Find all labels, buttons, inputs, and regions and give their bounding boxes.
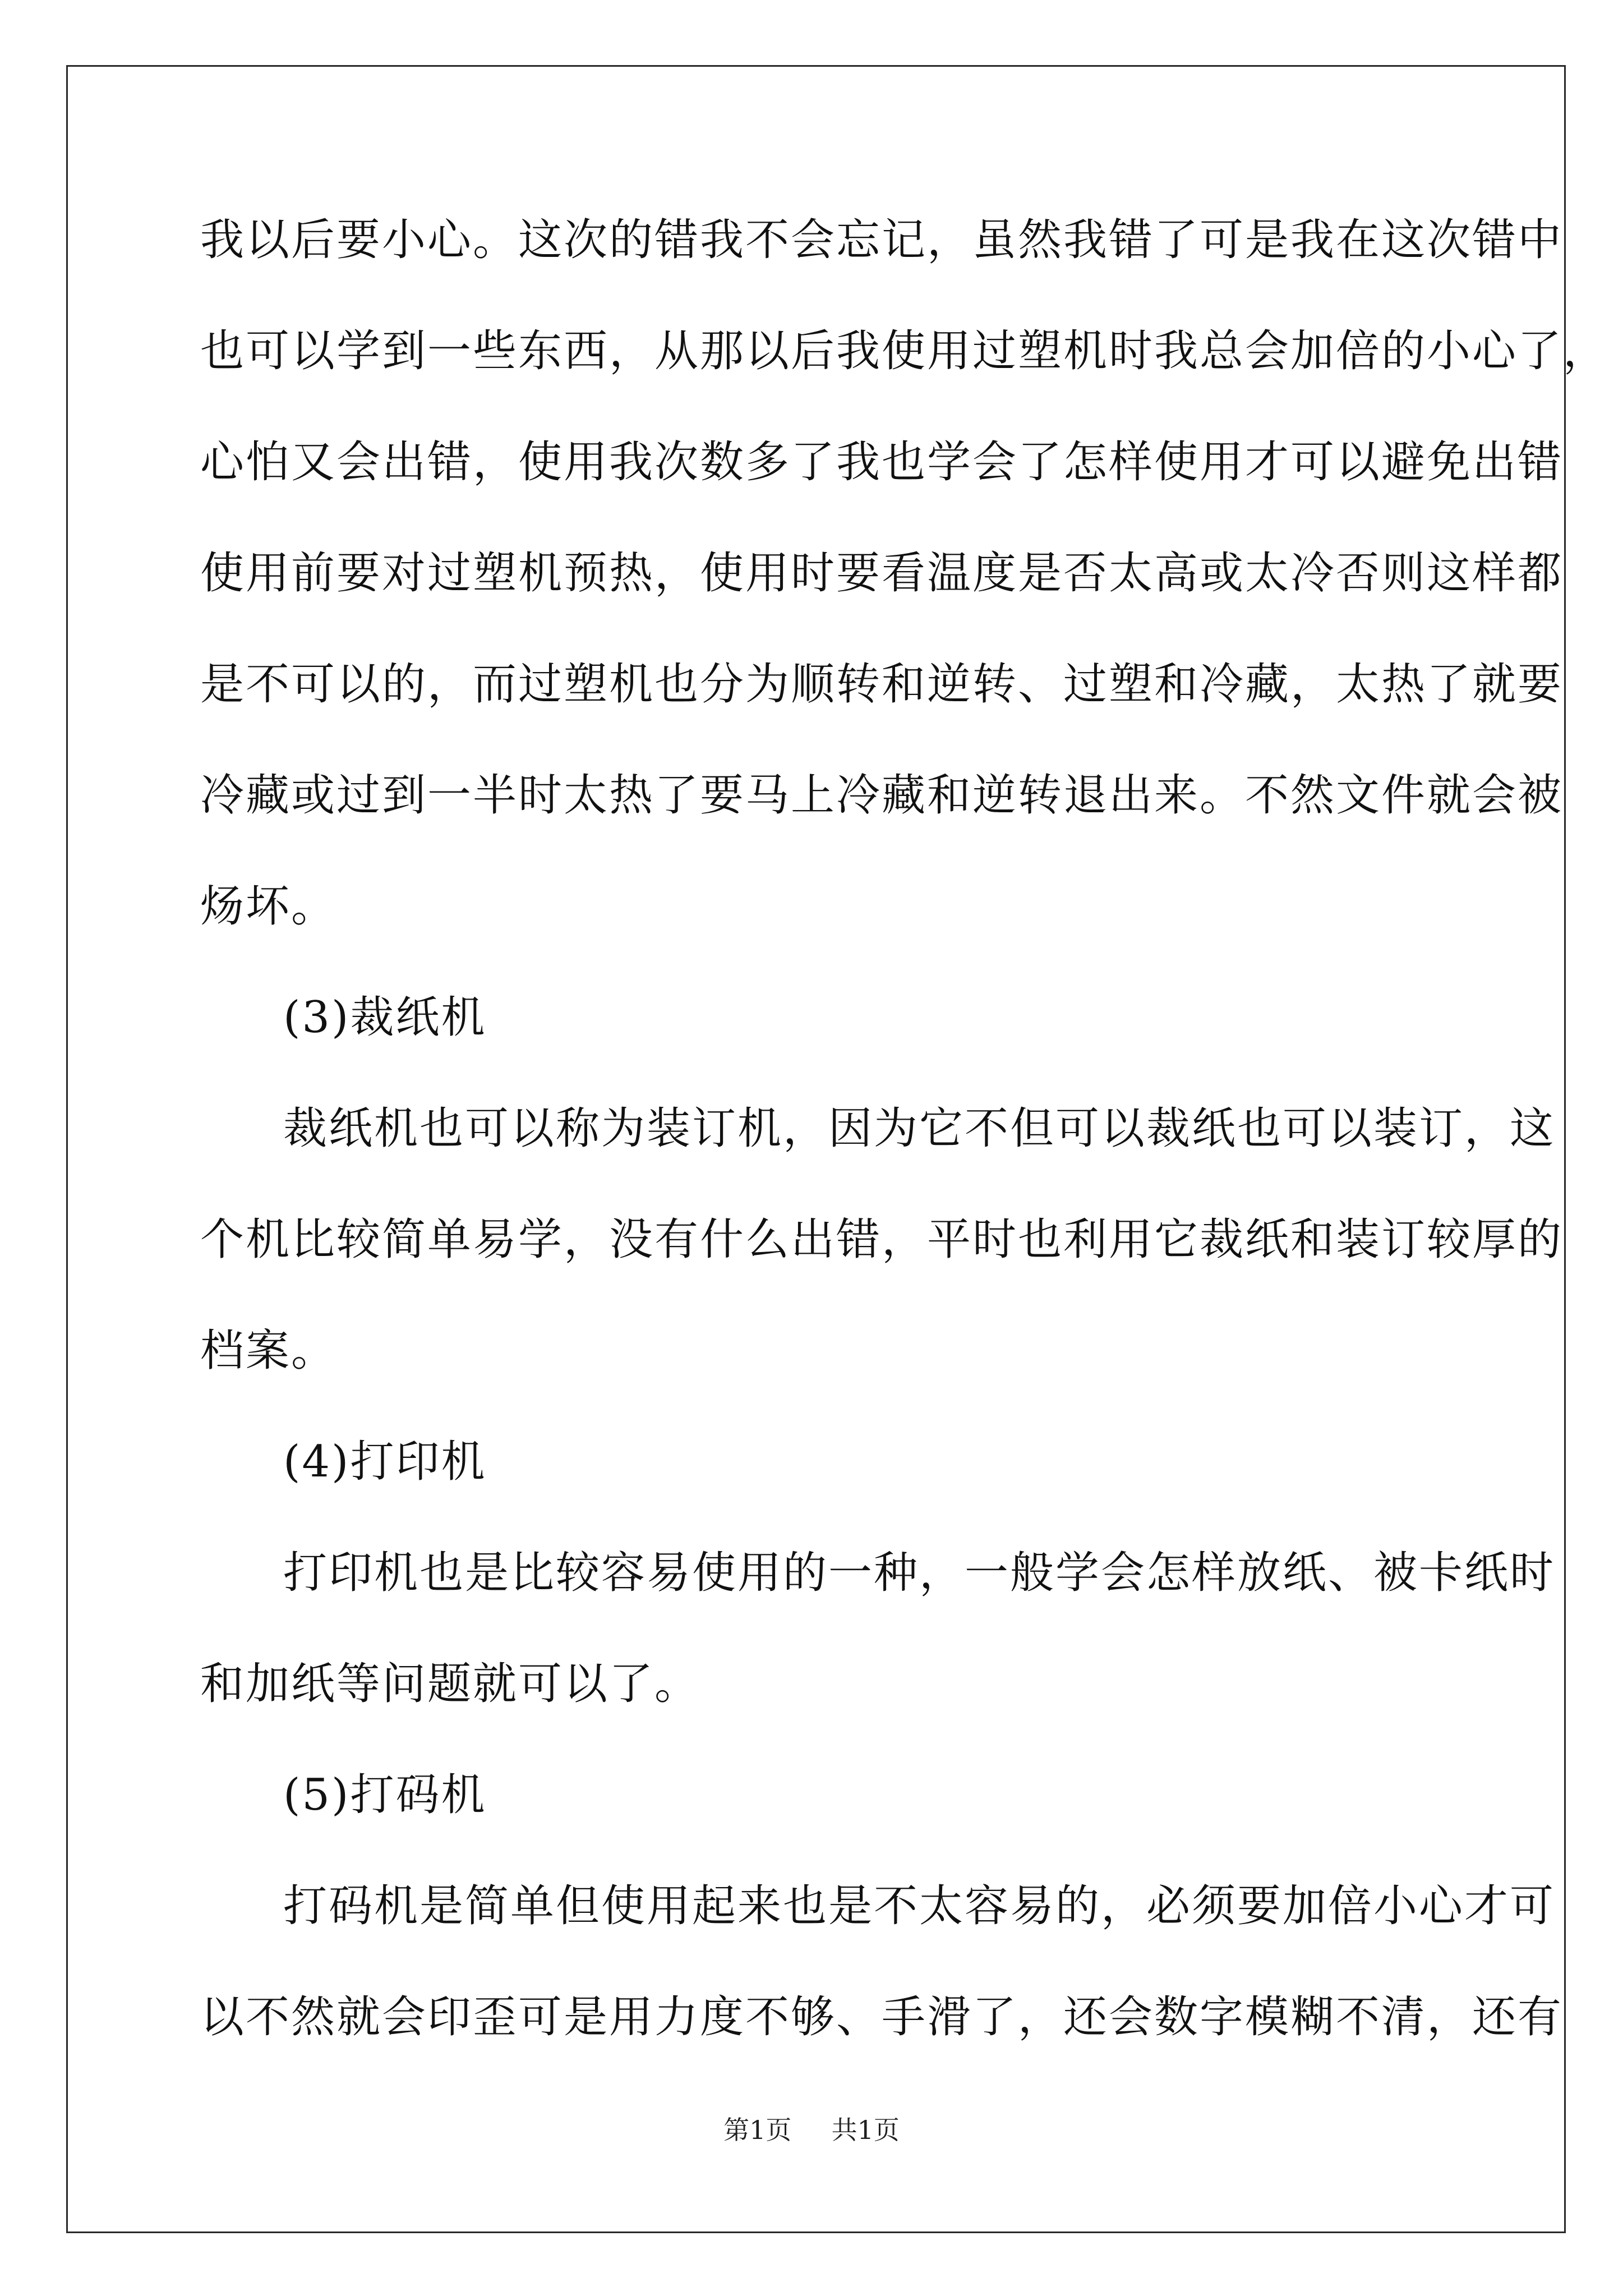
body-line: 冷藏或过到一半时太热了要马上冷藏和逆转退出来。不然文件就会被	[200, 770, 1564, 821]
page-number: 第1页	[723, 2115, 792, 2145]
body-line: 档案。	[200, 1326, 337, 1376]
section-heading: (3)裁纸机	[283, 992, 487, 1043]
section-heading: (4)打印机	[283, 1437, 487, 1487]
body-line: 也可以学到一些东西，从那以后我使用过塑机时我总会加倍的小心了，	[200, 326, 1609, 376]
body-line: 打码机是简单但使用起来也是不太容易的，必须要加倍小心才可	[283, 1881, 1556, 1931]
body-line: 个机比较简单易学，没有什么出错，平时也利用它裁纸和装订较厚的	[200, 1214, 1564, 1265]
body-line: 炀坏。	[200, 881, 337, 932]
page-footer	[0, 2114, 1623, 2146]
body-line: 以不然就会印歪可是用力度不够、手滑了，还会数字模糊不清，还有	[200, 1992, 1564, 2042]
body-line: 使用前要对过塑机预热，使用时要看温度是否太高或太冷否则这样都	[200, 548, 1564, 599]
body-line: 心怕又会出错，使用我次数多了我也学会了怎样使用才可以避免出错	[200, 437, 1564, 487]
body-line: 裁纸机也可以称为装订机，因为它不但可以裁纸也可以装订，这	[283, 1103, 1556, 1154]
body-line: 是不可以的，而过塑机也分为顺转和逆转、过塑和冷藏，太热了就要	[200, 659, 1564, 710]
body-line: 打印机也是比较容易使用的一种，一般学会怎样放纸、被卡纸时	[283, 1548, 1556, 1598]
body-line: 和加纸等问题就可以了。	[200, 1659, 700, 1709]
body-line: 我以后要小心。这次的错我不会忘记，虽然我错了可是我在这次错中	[200, 215, 1564, 265]
page-total: 共1页	[831, 2115, 900, 2145]
section-heading: (5)打码机	[283, 1770, 487, 1820]
